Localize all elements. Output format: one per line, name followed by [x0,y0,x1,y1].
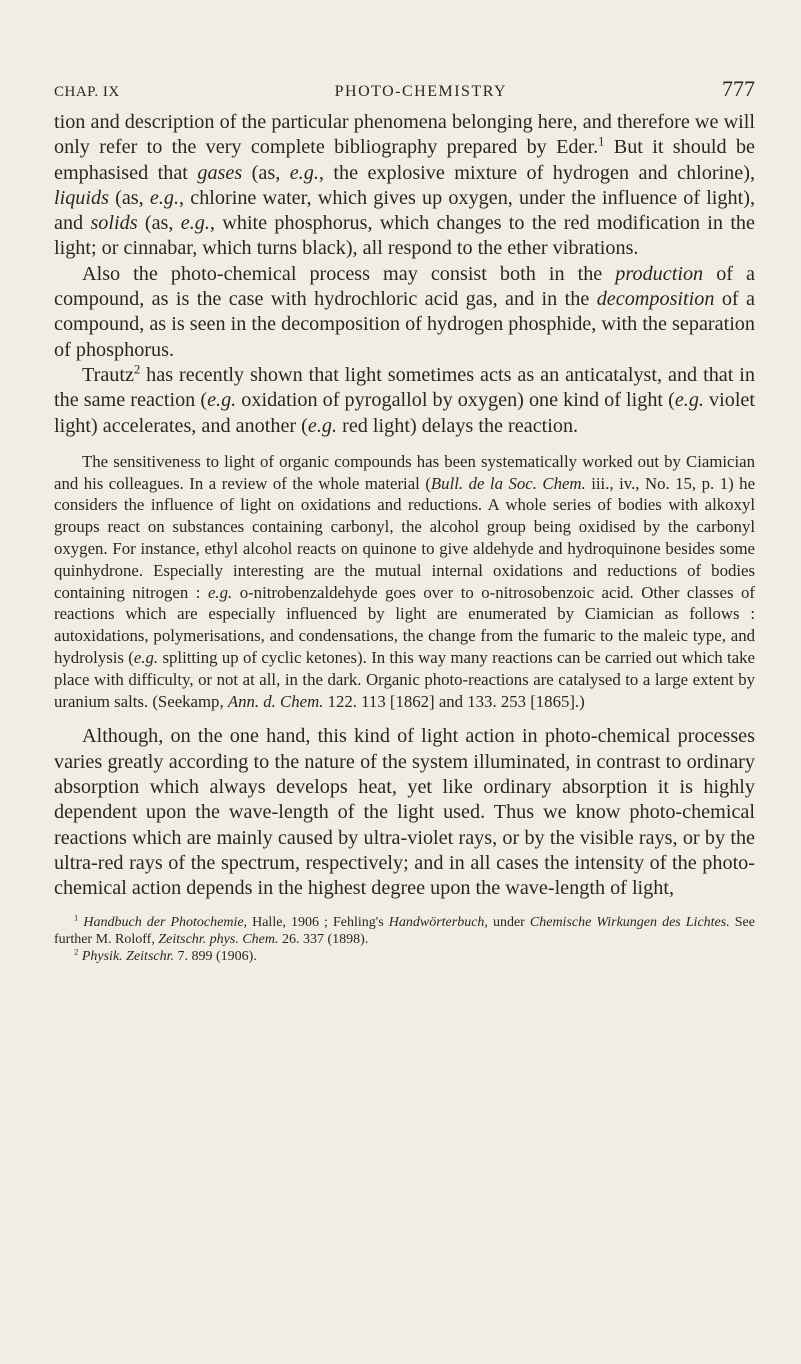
emphasis-production: production [615,262,704,285]
text-run: of a compound, as is seen in the decomposition of hydrogen phosphide, with the separation of phosphorus. [54,288,755,361]
emphasis-eg: e.g. [307,414,338,437]
paragraph-3 [54,363,755,439]
paragraph-1 [54,110,755,262]
text-run: of a compound, as is the case with hydrochloric acid gas, and in the [54,262,755,311]
text-run: (as, [242,161,290,184]
footnote-number: 2 [74,945,79,956]
text-run: has recently shown that light sometimes acts as an anticatalyst, and that in the same reaction ( [54,363,755,412]
paragraph-4 [54,724,755,901]
text-run: 122. 113 [1862] and 133. 253 [1865].) [323,691,585,711]
footnote-2 [54,945,755,965]
journal-citation: Physik. Zeitschr. [81,948,174,964]
footnote-number: 1 [74,911,79,922]
small-print-note [54,451,755,713]
text-run: Halle, 1906 ; Fehling's [247,914,389,930]
paragraph-2 [54,262,755,363]
footnote-ref-1: 1 [598,134,605,149]
text-run: (as, [108,186,150,209]
text-run: But it should be emphasised that [54,136,756,184]
book-title: Handwörterbuch, [388,914,488,930]
text-run: violet light) accelerates, and another ( [54,389,756,437]
journal-citation: Bull. de la Soc. Chem. [430,473,586,493]
text-run: Trautz [82,363,134,386]
footnote-1 [54,911,755,948]
text-run: iii., iv., No. 15, p. 1) he considers the influence of light on oxidations and reductions. A whole series of bodies with alkoxyl groups react on substances containing carbonyl, the alcohol group being oxidised by the carbonyl oxygen. For instance, ethyl alcohol reacts on quinone to give aldehyde and hydroquinone besides some quinhydrone. Especially interesting are the mutual internal oxidations and reductions of bodies containing nitrogen : [54,473,756,602]
text-run: See further M. Roloff, [54,914,755,947]
text-run: , the explosive mixture of hydrogen and chlorine), [318,161,755,184]
text-run: oxidation of pyrogallol by oxygen) one kind of light ( [236,389,675,412]
text-run: Also the photo-chemical process may consist both in the [82,262,616,285]
text-run: under [487,914,530,930]
running-title: PHOTO-CHEMISTRY [334,83,508,100]
text-run: (as, [137,212,181,235]
emphasis-gases: gases [197,161,243,184]
emphasis-eg: e.g. [289,161,319,184]
emphasis-eg: e.g. [149,186,180,209]
page-number: 777 [721,76,755,101]
emphasis-eg: e.g. [207,389,237,412]
text-run: o-nitrobenzaldehyde goes over to o-nitrosobenzoic acid. Other classes of reactions which are especially influenced by light are enumerated by Ciamician as follows : autoxidations, polymerisations, and condensations, the change from the fumaric to the maleic type, and hydrolysis ( [54,582,756,668]
chapter-label: CHAP. IX [54,84,120,100]
emphasis-eg: e.g. [674,389,704,412]
emphasis-eg: e.g. [180,212,210,235]
journal-citation: Zeitschr. phys. Chem. [158,931,279,947]
text-run: , white phosphorus, which changes to the red modification in the light; or cinnabar, which turns black), all respond to the ether vibrations. [54,212,755,260]
running-header [54,76,755,102]
text-run: red light) delays the reaction. [337,414,579,437]
emphasis-solids: solids [90,212,138,235]
text-run: tion and description of the particular phenomena belonging here, and therefore we will only refer to the very complete bibliography prepared by Eder. [54,111,755,159]
emphasis-eg: e.g. [207,582,233,602]
text-run: 26. 337 (1898). [278,931,369,947]
journal-citation: Ann. d. Chem. [227,691,324,711]
footnote-ref-2: 2 [133,362,141,377]
emphasis-decomposition: decomposition [596,288,715,311]
page-body [54,110,755,965]
book-title: Handbuch der Photochemie, [83,914,248,930]
text-run: The sensitiveness to light of organic compounds has been systematically worked out by Ciamician and his colleagues. In a review of the whole material ( [54,451,755,493]
emphasis-liquids: liquids [54,186,109,209]
book-title: Chemische Wirkungen des Lichtes. [529,914,730,930]
text-run: splitting up of cyclic ketones). In this way many reactions can be carried out which take place with difficulty, or not at all, in the dark. Organic photo-reactions are catalysed to a large extent by uranium salts. (Seekamp, [54,648,755,711]
text-run: Although, on the one hand, this kind of light action in photo-chemical processes varies greatly according to the nature of the system illuminated, in contrast to ordinary absorption which always develops heat, yet like ordinary absorption it is highly dependent upon the wave-length of the light used. Thus we know photo-chemical reactions which are mainly caused by ultra-violet rays, or by the visible rays, or by the ultra-red rays of the spectrum, respectively; and in all cases the intensity of the photo-chemical action depends in the highest degree upon the wave-length of light, [54,725,755,900]
text-run: , chlorine water, which gives up oxygen, under the influence of light), and [54,186,755,235]
emphasis-eg: e.g. [133,648,159,668]
text-run: 7. 899 (1906). [174,948,257,964]
